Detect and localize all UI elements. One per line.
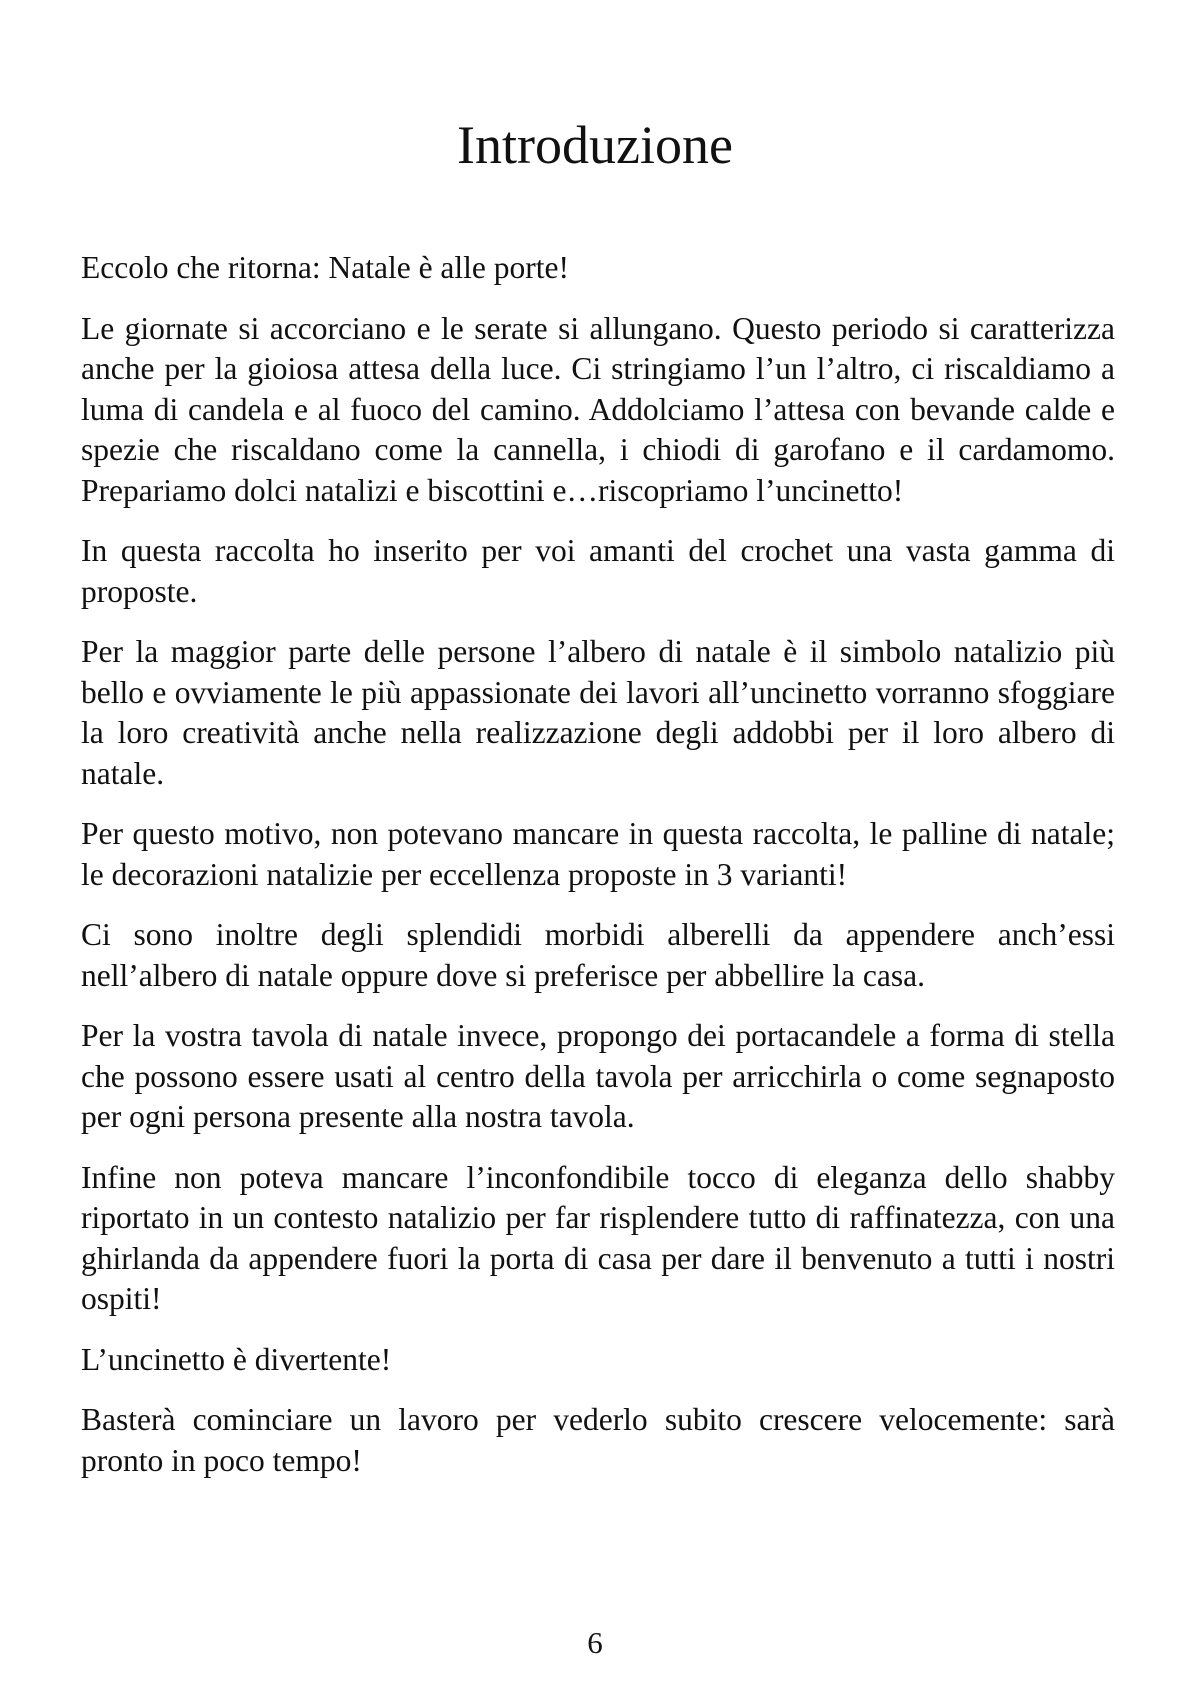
page-title: Introduzione xyxy=(457,115,733,175)
paragraph: In questa raccolta ho inserito per voi amanti del crochet una vasta gamma di proposte. xyxy=(81,533,1115,609)
paragraph: Ci sono inoltre degli splendidi morbidi alberelli da appendere anch’essi nell’albero di natale oppure dove si preferisce per abbellire la casa. xyxy=(81,917,1115,993)
paragraph: Basterà cominciare un lavoro per vederlo subito crescere velocemente: sarà pronto in poco tempo! xyxy=(81,1402,1115,1478)
paragraph: Per la maggior parte delle persone l’albero di natale è il simbolo natalizio più bello e ovviamente le più appassionate dei lavori all’uncinetto vorranno sfoggiare la loro creatività anche nella realizzazione degli addobbi per il loro albero di natale. xyxy=(81,634,1115,791)
paragraph: L’uncinetto è divertente! xyxy=(81,1341,392,1377)
paragraph: Per questo motivo, non potevano mancare in questa raccolta, le palline di natale; le decorazioni natalizie per eccellenza proposte in 3 varianti! xyxy=(81,816,1115,892)
paragraph: Infine non poteva mancare l’inconfondibile tocco di eleganza dello shabby riportato in un contesto natalizio per far risplendere tutto di raffinatezza, con una ghirlanda da appendere fuori la porta di casa per dare il benvenuto a tutti i nostri ospiti! xyxy=(81,1159,1115,1316)
paragraph: Per la vostra tavola di natale invece, propongo dei portacandele a forma di stella che possono essere usati al centro della tavola per arricchirla o come segnaposto per ogni persona presente alla nostra tavola. xyxy=(81,1018,1115,1134)
paragraph: Le giornate si accorciano e le serate si allungano. Questo periodo si caratterizza anche per la gioiosa attesa della luce. Ci stringiamo l’un l’altro, ci riscaldiamo a luma di candela e al fuoco del camino. Addolciamo l’attesa con bevande calde e spezie che riscaldano come la cannella, i chiodi di garofano e il cardamomo. Prepariamo dolci natalizi e biscottini e…riscopriamo l’uncinetto! xyxy=(81,310,1115,508)
body-text xyxy=(81,248,1115,1501)
page-number: 6 xyxy=(587,1625,603,1660)
paragraph: Eccolo che ritorna: Natale è alle porte! xyxy=(81,250,569,285)
